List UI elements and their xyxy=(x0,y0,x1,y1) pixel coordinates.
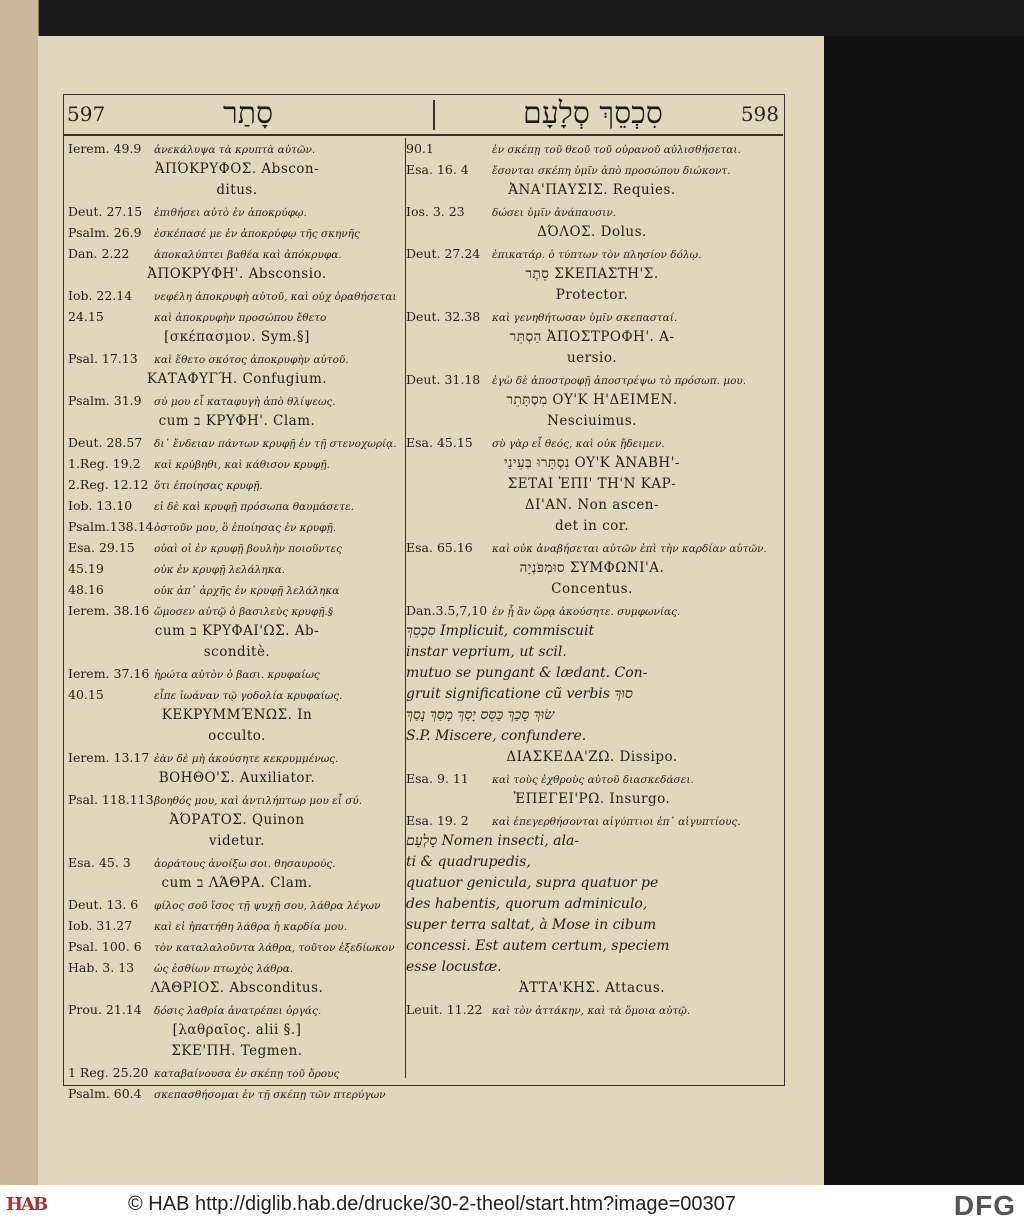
verse-reference: 24.15 xyxy=(68,309,104,324)
verse-reference: Esa. 16. 4 xyxy=(406,162,469,177)
verse-reference: Dan. 2.22 xyxy=(68,246,130,261)
lemma-heading: ΔΙΑΣΚΕΔΑ'ΖΩ. Dissipo. xyxy=(506,749,678,765)
left-heading: סָתַר xyxy=(223,96,274,131)
lemma-heading: Nesciuimus. xyxy=(547,413,637,429)
adjacent-page-edge xyxy=(0,0,39,1185)
lemma-heading: ΔΙ'ΑΝ. Non ascen- xyxy=(524,497,660,513)
lemma-heading: סֵתֶר ΣΚΕΠΑΣΤΗ'Σ. xyxy=(525,266,659,282)
verse-reference: Psalm. 26.9 xyxy=(68,225,142,240)
greek-quotation: οὐαὶ οἱ ἐν κρυφῇ βουλὴν ποιοῦντες xyxy=(154,543,342,555)
book-page xyxy=(38,36,824,1186)
greek-quotation: βοηθός μου, καὶ ἀντιλήπτωρ μου εἶ σύ. xyxy=(154,795,363,807)
verse-reference: Iob. 22.14 xyxy=(68,288,133,303)
lemma-heading: [λαθραῖος. alii §.] xyxy=(172,1022,302,1038)
lemma-heading: ΚΕΚΡΥΜΜΈΝΩΣ. In xyxy=(161,707,313,723)
greek-quotation: νεφέλη ἀποκρυφὴ αὐτοῦ, καὶ οὐχ ὁραθήσεται xyxy=(154,291,397,303)
verse-reference: Psal. 118.113 xyxy=(68,792,154,807)
entry-line xyxy=(68,1083,406,1104)
verse-reference: 2.Reg. 12.12 xyxy=(68,477,149,492)
lemma-heading: ἈΌΡΑΤΟΣ. Quinon xyxy=(169,812,305,828)
lemma-heading: ditus. xyxy=(216,182,258,198)
greek-quotation: καὶ τὸν ἀττάκην, καὶ τὰ ὅμοια αὐτῷ. xyxy=(492,1005,691,1017)
lemma-heading: ΔΌΛΟΣ. Dolus. xyxy=(537,224,647,240)
lemma-heading: ΣΕΤΑΙ ἘΠΙ' ΤΗ'Ν ΚΑΡ- xyxy=(507,476,677,492)
lemma-heading: מִסְתָּתֵר ΟΥ'Κ Η'ΔΕΙΜΕΝ. xyxy=(506,392,678,408)
greek-quotation: ἐγὼ δὲ ἀποστροφῇ ἀποστρέψω τὸ πρόσωπ. μου. xyxy=(492,375,747,387)
greek-quotation: δόσις λαθρία ἀνατρέπει ὀργάς. xyxy=(154,1005,322,1017)
greek-quotation: καὶ οὐκ ἀναβήσεται αὐτῶν ἐπὶ τὴν καρδίαν αὐτῶν. xyxy=(492,543,767,555)
greek-quotation: ἀποκαλύπτει βαθέα καὶ ἀπόκρυφα. xyxy=(154,249,342,261)
verse-reference: Esa. 45. 3 xyxy=(68,855,131,870)
latin-gloss: instar veprium, ut scil. xyxy=(406,644,567,660)
latin-gloss: שׂוּךְ סָכַךְ כַּסֵּס יָסַךְ מָסַךְ נָסַךְ xyxy=(406,707,555,723)
greek-quotation: εἰ δὲ καὶ κρυφῇ πρόσωπα θαυμάσετε. xyxy=(154,501,354,513)
verse-reference: Deut. 28.57 xyxy=(68,435,143,450)
lemma-heading: ΣΚΕ'ΠΗ. Tegmen. xyxy=(171,1043,303,1059)
lemma-heading: ΒΟΗΘΟ'Σ. Auxiliator. xyxy=(158,770,316,786)
lemma-heading: נִסְתָּרוּ בְּעֵינַי ΟΥ'Κ ἈΝΑΒΗ'- xyxy=(504,455,680,471)
lemma-heading: [σκέπασμον. Sym.§] xyxy=(164,329,310,345)
verse-reference: Deut. 32.38 xyxy=(406,309,481,324)
latin-gloss: esse locustæ. xyxy=(406,959,502,975)
greek-quotation: εἶπε ἰωάναν τῷ γοδολία κρυφαίως. xyxy=(154,690,343,702)
verse-reference: Iob. 31.27 xyxy=(68,918,133,933)
greek-quotation: σὺ γὰρ εἶ θεός, καὶ οὐκ ᾔδειμεν. xyxy=(492,438,665,450)
greek-quotation: ἔσονται σκέπη ὑμῖν ἀπὸ προσώπου διώκοντ. xyxy=(492,165,731,177)
lemma-heading: cum ב ΚΡΥΦΗ'. Clam. xyxy=(158,413,316,429)
verse-reference: 90.1 xyxy=(406,141,434,156)
hab-logo: HAB xyxy=(6,1194,47,1215)
greek-quotation: καὶ γενηθήτωσαν ὑμῖν σκεπασταί. xyxy=(492,312,678,324)
greek-quotation: δώσει ὑμῖν ἀνάπαυσιν. xyxy=(492,207,617,219)
greek-quotation: ὤμοσεν αὐτῷ ὁ βασιλεὺς κρυφῇ.§ xyxy=(154,606,334,618)
verse-reference: Deut. 27.24 xyxy=(406,246,481,261)
greek-quotation: οὐκ ἀπ᾽ ἀρχῆς ἐν κρυφῇ λελάληκα xyxy=(154,585,340,597)
greek-quotation: καταβαίνουσα ἐν σκέπῃ τοῦ ὄρους xyxy=(154,1068,340,1080)
latin-gloss: gruit significatione cũ verbis סוּךְ xyxy=(406,686,633,702)
greek-quotation: ἠρώτα αὐτὸν ὁ βασι. κρυφαίως xyxy=(154,669,320,681)
latin-gloss: mutuo se pungant & lædant. Con- xyxy=(406,665,648,681)
latin-gloss: des habentis, quorum adminiculo, xyxy=(406,896,648,912)
greek-quotation: τὸν καταλαλοῦντα λάθρα, τοῦτον ἐξεδίωκον xyxy=(154,942,395,954)
lemma-heading: הַסְתֵּר ἈΠΟΣΤΡΟΦΗ'. A- xyxy=(509,329,675,345)
right-page-number: 598 xyxy=(740,102,779,126)
verse-reference: Leuit. 11.22 xyxy=(406,1002,483,1017)
verse-reference: Dan.3.5,7,10 xyxy=(406,603,488,618)
verse-reference: 45.19 xyxy=(68,561,104,576)
scan-background xyxy=(824,36,1024,1186)
greek-quotation: καὶ τοὺς ἐχθροὺς αὐτοῦ διασκεδάσει. xyxy=(492,774,694,786)
latin-gloss: סִכְסֵךְ Implicuit, commiscuit xyxy=(406,623,595,639)
verse-reference: Hab. 3. 13 xyxy=(68,960,135,975)
lemma-heading: Concentus. xyxy=(551,581,633,597)
greek-quotation: ἐπικατάρ. ὁ τύπτων τὸν πλησίον δόλῳ. xyxy=(492,249,702,261)
greek-quotation: σκεπασθήσομαι ἐν τῇ σκέπῃ τῶν πτερύγων xyxy=(154,1089,386,1101)
greek-quotation: σύ μου εἶ καταφυγὴ ἀπὸ θλίψεως. xyxy=(154,396,336,408)
latin-gloss: S.P. Miscere, confundere. xyxy=(406,728,587,744)
verse-reference: 48.16 xyxy=(68,582,104,597)
greek-quotation: ὡς ἐσθίων πτωχὸς λάθρα. xyxy=(154,963,294,975)
latin-gloss: סָלְעָם Nomen insecti, ala- xyxy=(406,833,580,849)
greek-quotation: ἐν ᾗ ἂν ὥρᾳ ἀκούσητε. συμφωνίας. xyxy=(492,606,681,618)
greek-quotation: καὶ κρύβηθι, καὶ κάθισον κρυφῇ. xyxy=(154,459,330,471)
greek-quotation: καὶ ἀποκρυφὴν προσώπου ἔθετο xyxy=(154,312,327,324)
greek-quotation: οὐκ ἐν κρυφῇ λελάληκα. xyxy=(154,564,285,576)
lemma-heading: ἈΠΌΚΡΥΦΟΣ. Abscon- xyxy=(154,161,320,177)
verse-reference: Psalm. 60.4 xyxy=(68,1086,142,1101)
greek-quotation: ἐσκέπασέ με ἐν ἀποκρύφῳ τῆς σκηνῆς xyxy=(154,228,360,240)
left-page-number: 597 xyxy=(67,102,106,126)
greek-quotation: ἀνεκάλυψα τὰ κρυπτὰ αὐτῶν. xyxy=(154,144,316,156)
verse-reference: Iob. 13.10 xyxy=(68,498,133,513)
verse-reference: Esa. 45.15 xyxy=(406,435,473,450)
lemma-heading: cum ב ΚΡΥΦΑΙ'ΩΣ. Ab- xyxy=(154,623,320,639)
greek-quotation: ἐπιθήσει αὐτὸ ἐν ἀποκρύφῳ. xyxy=(154,207,307,219)
greek-quotation: ἐὰν δὲ μὴ ἀκούσητε κεκρυμμένως. xyxy=(154,753,339,765)
greek-quotation: ἐν σκέπῃ τοῦ θεοῦ τοῦ οὐρανοῦ αὐλισθήσεται. xyxy=(492,144,741,156)
verse-reference: Ierem. 38.16 xyxy=(68,603,150,618)
latin-gloss: ti & quadrupedis, xyxy=(406,854,531,870)
verse-reference: Ios. 3. 23 xyxy=(406,204,465,219)
latin-gloss: quatuor genicula, supra quatuor pe xyxy=(406,875,659,891)
lemma-heading: cum ב ΛΆΘΡΑ. Clam. xyxy=(161,875,313,891)
latin-gloss: concessi. Est autem certum, speciem xyxy=(406,938,670,954)
lemma-heading: ΚΑΤΑΦΥΓΉ. Confugium. xyxy=(146,371,328,387)
verse-reference: Psal. 100. 6 xyxy=(68,939,142,954)
source-url[interactable]: © HAB http://diglib.hab.de/drucke/30-2-theol/start.htm?image=00307 xyxy=(128,1193,736,1215)
verse-reference: Esa. 29.15 xyxy=(68,540,135,555)
lemma-heading: occulto. xyxy=(208,728,266,744)
verse-reference: Prou. 21.14 xyxy=(68,1002,142,1017)
greek-quotation: ὀστοῦν μου, ὃ ἐποίησας ἐν κρυφῇ. xyxy=(154,522,337,534)
verse-reference: Ierem. 13.17 xyxy=(68,750,150,765)
viewer-footer xyxy=(0,1185,1024,1225)
verse-reference: Ierem. 49.9 xyxy=(68,141,142,156)
page-frame xyxy=(63,94,785,1086)
dfg-logo: DFG xyxy=(953,1190,1016,1221)
lemma-heading: סוּמְפֹּנְיָה ΣΥΜΦΩΝΙ'Α. xyxy=(519,560,665,576)
greek-quotation: καὶ εἰ ἠπατήθη λάθρα ἡ καρδία μου. xyxy=(154,921,348,933)
lemma-heading: videtur. xyxy=(209,833,265,849)
lemma-heading: uersio. xyxy=(566,350,618,366)
lemma-heading: ἈΤΤΑ'ΚΗΣ. Attacus. xyxy=(518,980,666,996)
greek-quotation: καὶ ἔθετο σκότος ἀποκρυφὴν αὐτοῦ. xyxy=(154,354,349,366)
verse-reference: 40.15 xyxy=(68,687,104,702)
verse-reference: Deut. 27.15 xyxy=(68,204,143,219)
greek-quotation: δι᾽ ἔνδειαν πάντων κρυφῇ ἐν τῇ στενοχωρίᾳ. xyxy=(154,438,397,450)
verse-reference: Esa. 9. 11 xyxy=(406,771,469,786)
right-heading: סִכְסֵךְ סְלָעָם xyxy=(523,96,663,131)
verse-reference: Deut. 31.18 xyxy=(406,372,481,387)
greek-quotation: καὶ ἐπεγερθήσονται αἰγύπτιοι ἐπ᾽ αἰγυπτίους. xyxy=(492,816,741,828)
greek-quotation: φίλος σοῦ ἴσος τῇ ψυχῇ σου, λάθρα λέγων xyxy=(154,900,381,912)
verse-reference: 1.Reg. 19.2 xyxy=(68,456,141,471)
verse-reference: Psalm.138.14 xyxy=(68,519,154,534)
verse-reference: Psalm. 31.9 xyxy=(68,393,142,408)
greek-quotation: ὅτι ἐποίησας κρυφῇ. xyxy=(154,480,263,492)
lemma-heading: Protector. xyxy=(555,287,629,303)
greek-quotation: ἀοράτους ἀνοίξω σοι. θησαυρούς. xyxy=(154,858,336,870)
lemma-heading: ἈΝΑ'ΠΑΥΣΙΣ. Requies. xyxy=(508,182,676,198)
lemma-heading: ἈΠΟΚΡΥΦΗ'. Absconsio. xyxy=(147,266,327,282)
lemma-heading: sconditè. xyxy=(203,644,271,660)
verse-reference: Ierem. 37.16 xyxy=(68,666,150,681)
verse-reference: Esa. 19. 2 xyxy=(406,813,469,828)
lemma-heading: det in cor. xyxy=(554,518,630,534)
lemma-heading: ἘΠΕΓΕΙ'ΡΩ. Insurgo. xyxy=(513,791,671,807)
latin-gloss: super terra saltat, à Mose in cibum xyxy=(406,917,657,933)
verse-reference: Esa. 65.16 xyxy=(406,540,473,555)
verse-reference: 1 Reg. 25.20 xyxy=(68,1065,149,1080)
verse-reference: Deut. 13. 6 xyxy=(68,897,139,912)
verse-reference: Psal. 17.13 xyxy=(68,351,138,366)
lemma-heading: ΛΆΘΡΙΟΣ. Absconditus. xyxy=(150,980,324,996)
